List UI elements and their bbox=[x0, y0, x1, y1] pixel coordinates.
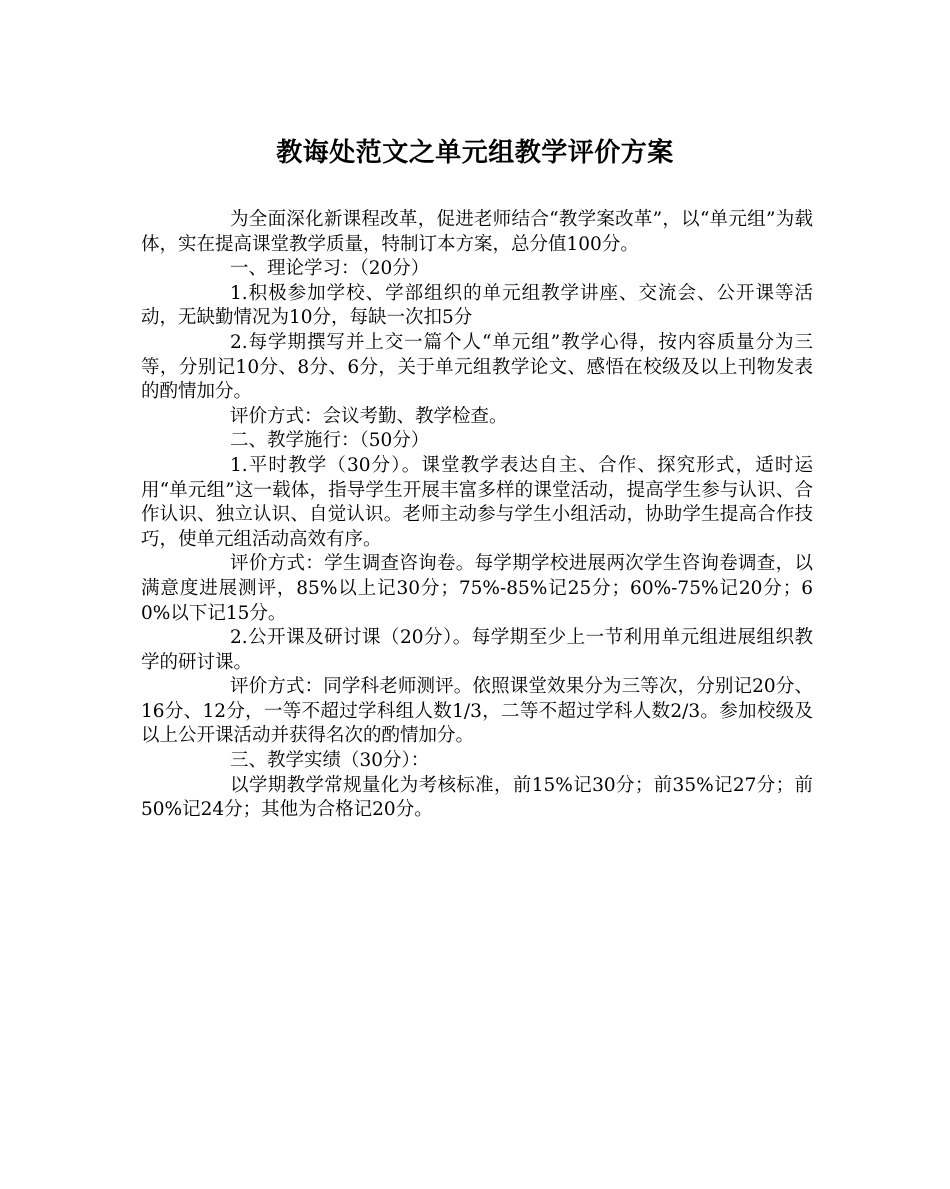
section-heading-results: 三、教学实绩（30分）： bbox=[230, 750, 430, 772]
practice-item-1-evaluation: 评价方式：学生调查咨询卷。每学期学校进展两次学生咨询卷调查，以满意度进展测评，85%以上记30分；75%-85%记25分；60%-75%记20分；60%以下记15分。 bbox=[141, 553, 813, 624]
results-paragraph: 以学期教学常规量化为考核标准，前15%记30分；前35%记27分；前50%记24分；其他为合格记20分。 bbox=[141, 774, 813, 821]
theory-item-2: 2.每学期撰写并上交一篇个人“单元组”教学心得，按内容质量分为三等，分别记10分、8分、6分，关于单元组教学论文、感悟在校级及以上刊物发表的酌情加分。 bbox=[141, 331, 813, 403]
theory-evaluation-method: 评价方式：会议考勤、教学检查。 bbox=[230, 405, 508, 427]
practice-item-2: 2.公开课及研讨课（20分）。每学期至少上一节利用单元组进展组织教学的研讨课。 bbox=[141, 627, 813, 673]
section-heading-theory: 一、理论学习：（20分） bbox=[230, 258, 430, 280]
section-heading-practice: 二、教学施行：（50分） bbox=[230, 430, 430, 452]
practice-item-2-evaluation: 评价方式：同学科老师测评。依照课堂效果分为三等次，分别记20分、16分、12分，一等不超过学科组人数1/3，二等不超过学科人数2/3。参加校级及以上公开课活动并获得名次的酌情加分。 bbox=[141, 676, 813, 747]
intro-paragraph: 为全面深化新课程改革，促进老师结合“教学案改革”，以“单元组”为载体，实在提高课堂教学质量，特制订本方案，总分值100分。 bbox=[141, 209, 813, 255]
document-title: 教诲处范文之单元组教学评价方案 bbox=[276, 138, 674, 168]
document-body bbox=[141, 208, 813, 823]
practice-item-1: 1.平时教学（30分）。课堂教学表达自主、合作、探究形式，适时运用“单元组”这一载体，指导学生开展丰富多样的课堂活动，提高学生参与认识、合作认识、独立认识、自觉认识。老师主动参与学生小组活动，协助学生提高合作技巧，使单元组活动高效有序。 bbox=[141, 454, 813, 550]
theory-item-1: 1.积极参加学校、学部组织的单元组教学讲座、交流会、公开课等活动，无缺勤情况为10分，每缺一次扣5分 bbox=[141, 282, 813, 329]
